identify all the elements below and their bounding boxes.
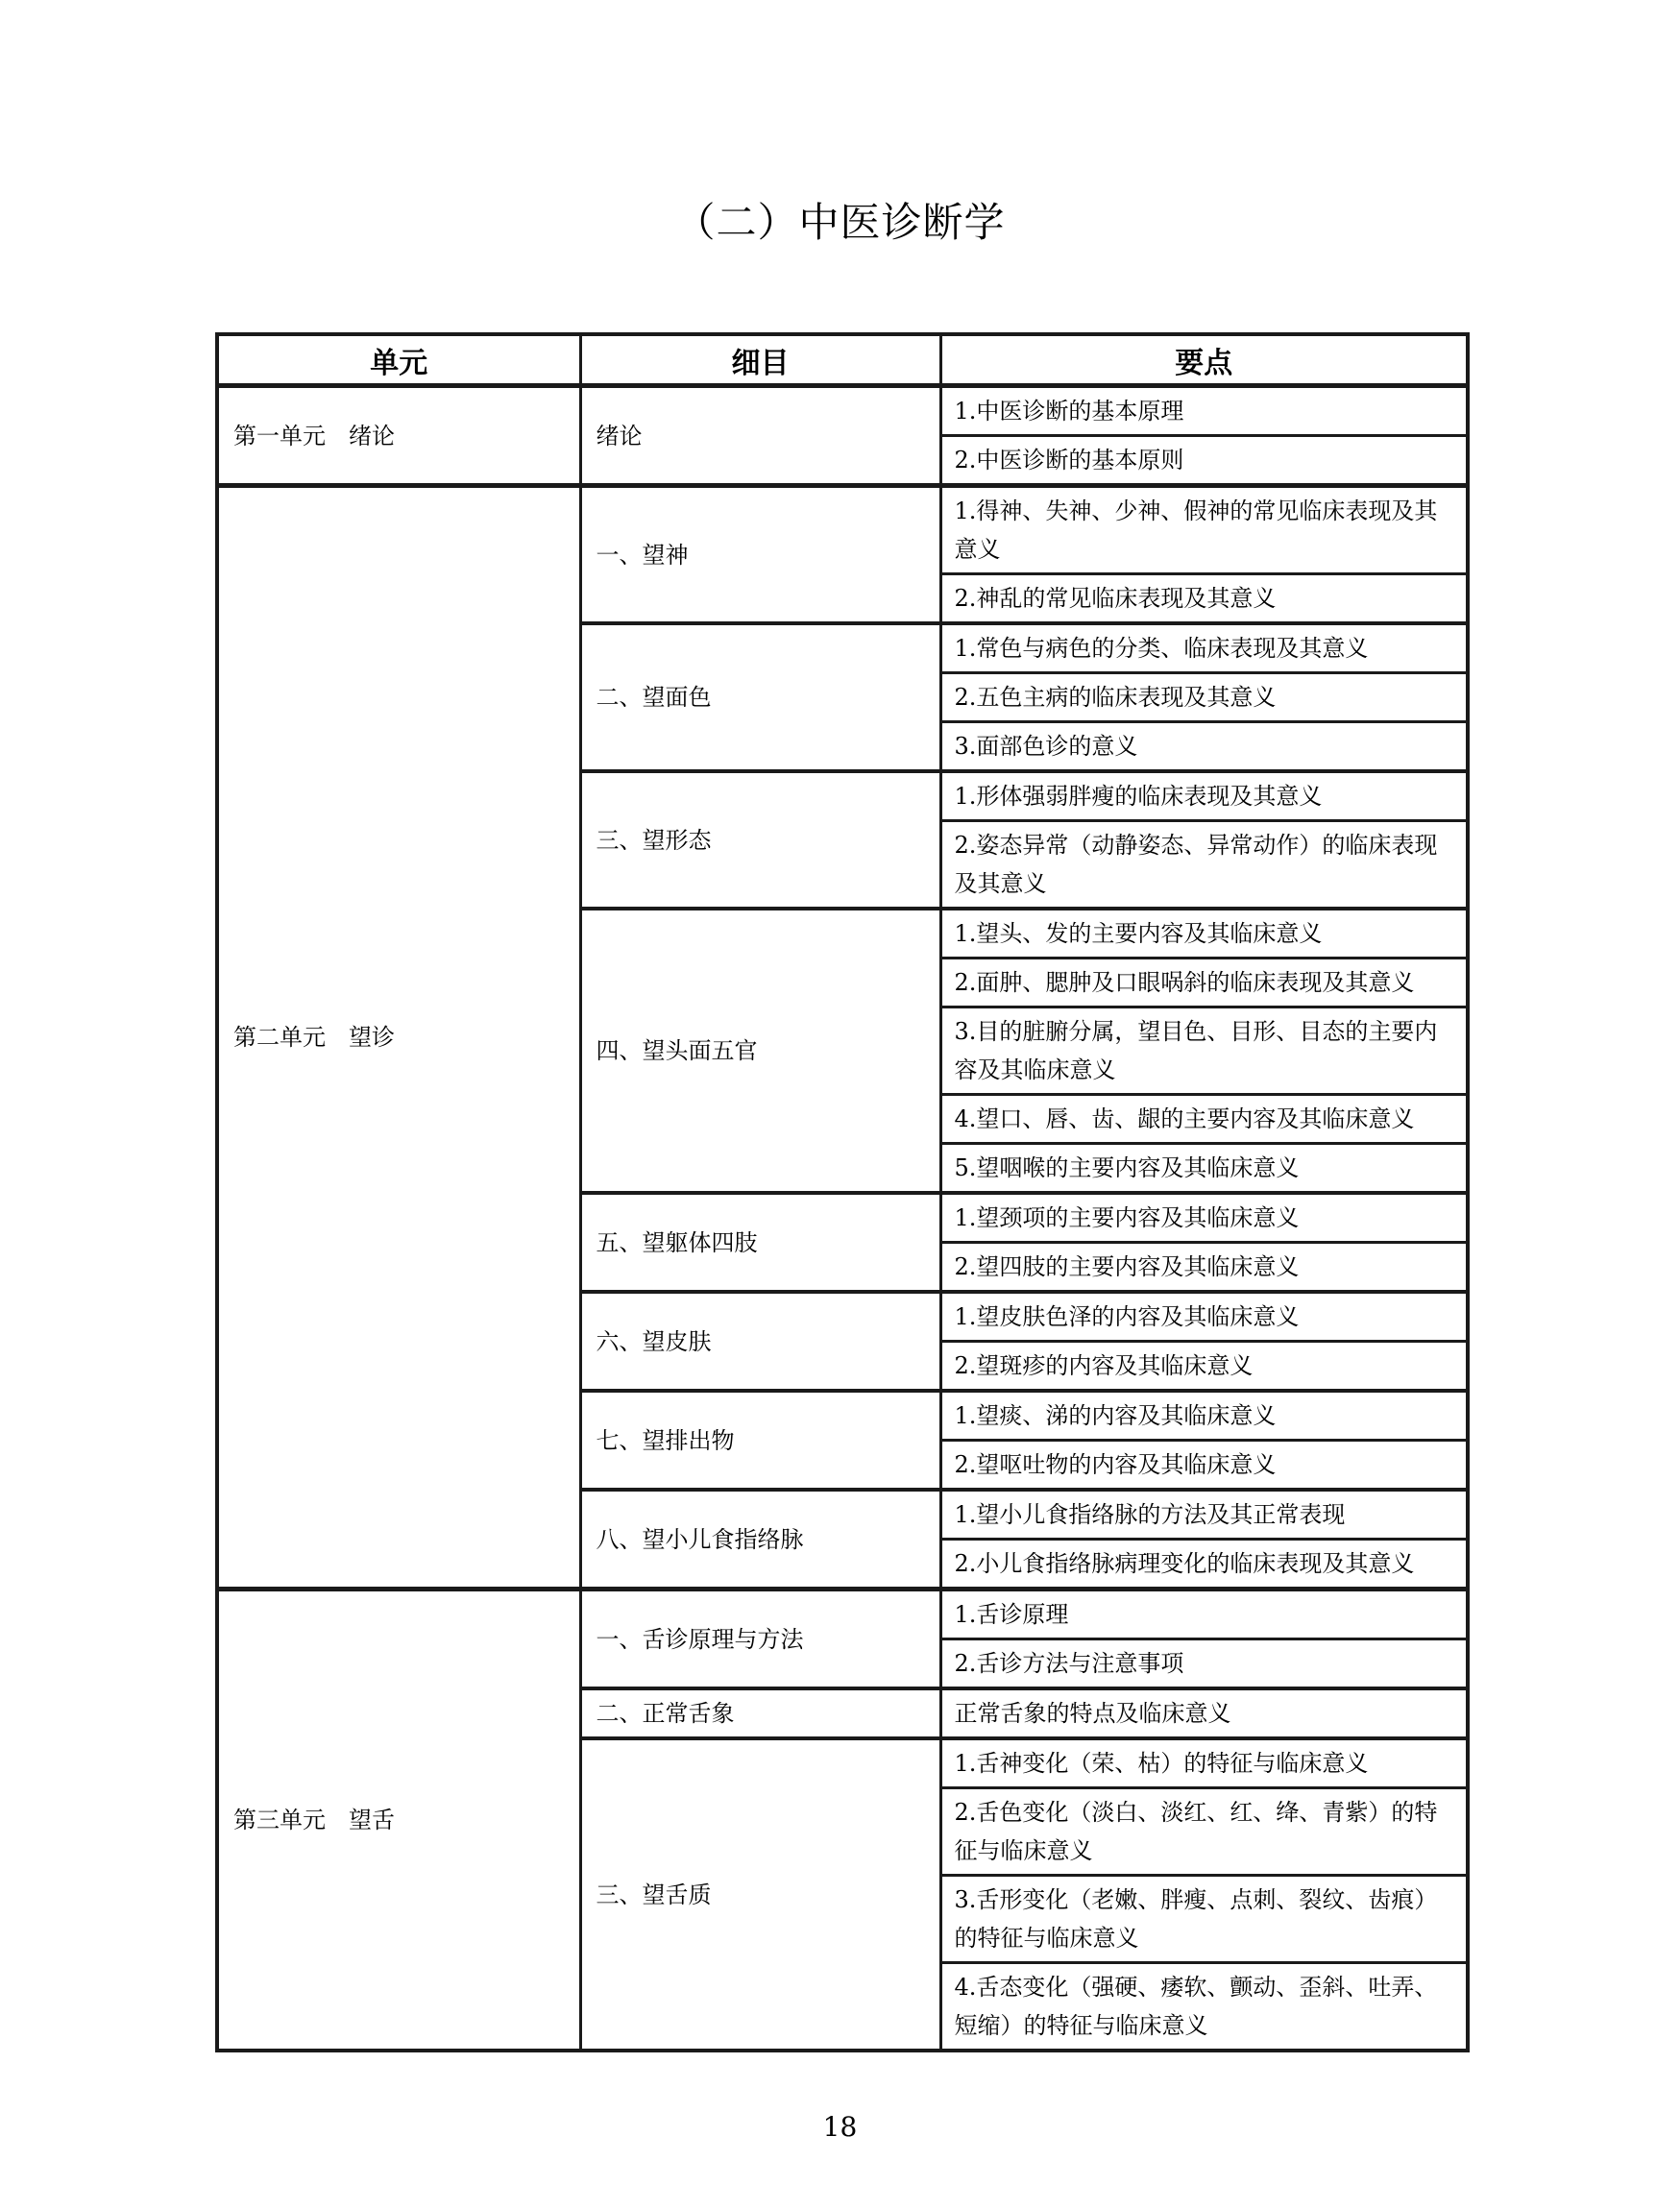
point-cell: 2.小儿食指络脉病理变化的临床表现及其意义 xyxy=(940,1540,1468,1590)
point-cell: 2.望四肢的主要内容及其临床意义 xyxy=(940,1243,1468,1293)
point-cell: 1.得神、失神、少神、假神的常见临床表现及其意义 xyxy=(940,486,1468,574)
point-cell: 1.望头、发的主要内容及其临床意义 xyxy=(940,909,1468,959)
page-title: （二）中医诊断学 xyxy=(674,199,1006,246)
point-cell: 1.形体强弱胖瘦的临床表现及其意义 xyxy=(940,771,1468,821)
point-cell: 2.神乱的常见临床表现及其意义 xyxy=(940,574,1468,624)
item-cell: 一、望神 xyxy=(580,486,940,624)
syllabus-table xyxy=(215,332,1470,2052)
table-row xyxy=(217,1590,1468,1639)
point-cell: 3.面部色诊的意义 xyxy=(940,722,1468,772)
item-cell: 七、望排出物 xyxy=(580,1391,940,1490)
unit-cell: 第一单元 绪论 xyxy=(217,386,580,486)
point-cell: 1.舌诊原理 xyxy=(940,1590,1468,1639)
header-unit: 单元 xyxy=(217,334,580,386)
item-cell: 六、望皮肤 xyxy=(580,1292,940,1391)
point-cell: 1.望小儿食指络脉的方法及其正常表现 xyxy=(940,1490,1468,1540)
unit-cell: 第三单元 望舌 xyxy=(217,1590,580,2051)
table-row xyxy=(217,486,1468,574)
point-cell: 正常舌象的特点及临床意义 xyxy=(940,1688,1468,1738)
point-cell: 1.望颈项的主要内容及其临床意义 xyxy=(940,1193,1468,1243)
item-cell: 二、望面色 xyxy=(580,623,940,771)
point-cell: 1.中医诊断的基本原理 xyxy=(940,386,1468,436)
point-cell: 3.目的脏腑分属，望目色、目形、目态的主要内容及其临床意义 xyxy=(940,1007,1468,1095)
point-cell: 5.望咽喉的主要内容及其临床意义 xyxy=(940,1144,1468,1194)
item-cell: 绪论 xyxy=(580,386,940,486)
point-cell: 2.望呕吐物的内容及其临床意义 xyxy=(940,1441,1468,1491)
point-cell: 3.舌形变化（老嫩、胖瘦、点刺、裂纹、齿痕）的特征与临床意义 xyxy=(940,1876,1468,1963)
point-cell: 2.舌诊方法与注意事项 xyxy=(940,1639,1468,1689)
item-cell: 一、舌诊原理与方法 xyxy=(580,1590,940,1689)
header-item: 细目 xyxy=(580,334,940,386)
item-cell: 四、望头面五官 xyxy=(580,909,940,1193)
unit-cell: 第二单元 望诊 xyxy=(217,486,580,1590)
table-row xyxy=(217,386,1468,436)
point-cell: 1.常色与病色的分类、临床表现及其意义 xyxy=(940,623,1468,673)
page-number: 18 xyxy=(822,2111,858,2143)
point-cell: 2.舌色变化（淡白、淡红、红、绛、青紫）的特征与临床意义 xyxy=(940,1788,1468,1876)
point-cell: 2.姿态异常（动静姿态、异常动作）的临床表现及其意义 xyxy=(940,821,1468,910)
point-cell: 2.面肿、腮肿及口眼㖞斜的临床表现及其意义 xyxy=(940,959,1468,1007)
point-cell: 1.望痰、涕的内容及其临床意义 xyxy=(940,1391,1468,1441)
point-cell: 2.望斑疹的内容及其临床意义 xyxy=(940,1342,1468,1392)
point-cell: 4.舌态变化（强硬、痿软、颤动、歪斜、吐弄、短缩）的特征与临床意义 xyxy=(940,1963,1468,2051)
point-cell: 2.五色主病的临床表现及其意义 xyxy=(940,673,1468,722)
point-cell: 2.中医诊断的基本原则 xyxy=(940,436,1468,486)
table-header-row xyxy=(217,334,1468,386)
point-cell: 1.望皮肤色泽的内容及其临床意义 xyxy=(940,1292,1468,1342)
item-cell: 八、望小儿食指络脉 xyxy=(580,1490,940,1590)
item-cell: 三、望形态 xyxy=(580,771,940,909)
header-points: 要点 xyxy=(940,334,1468,386)
item-cell: 二、正常舌象 xyxy=(580,1688,940,1738)
point-cell: 1.舌神变化（荣、枯）的特征与临床意义 xyxy=(940,1738,1468,1788)
point-cell: 4.望口、唇、齿、龈的主要内容及其临床意义 xyxy=(940,1095,1468,1144)
item-cell: 五、望躯体四肢 xyxy=(580,1193,940,1292)
item-cell: 三、望舌质 xyxy=(580,1738,940,2051)
